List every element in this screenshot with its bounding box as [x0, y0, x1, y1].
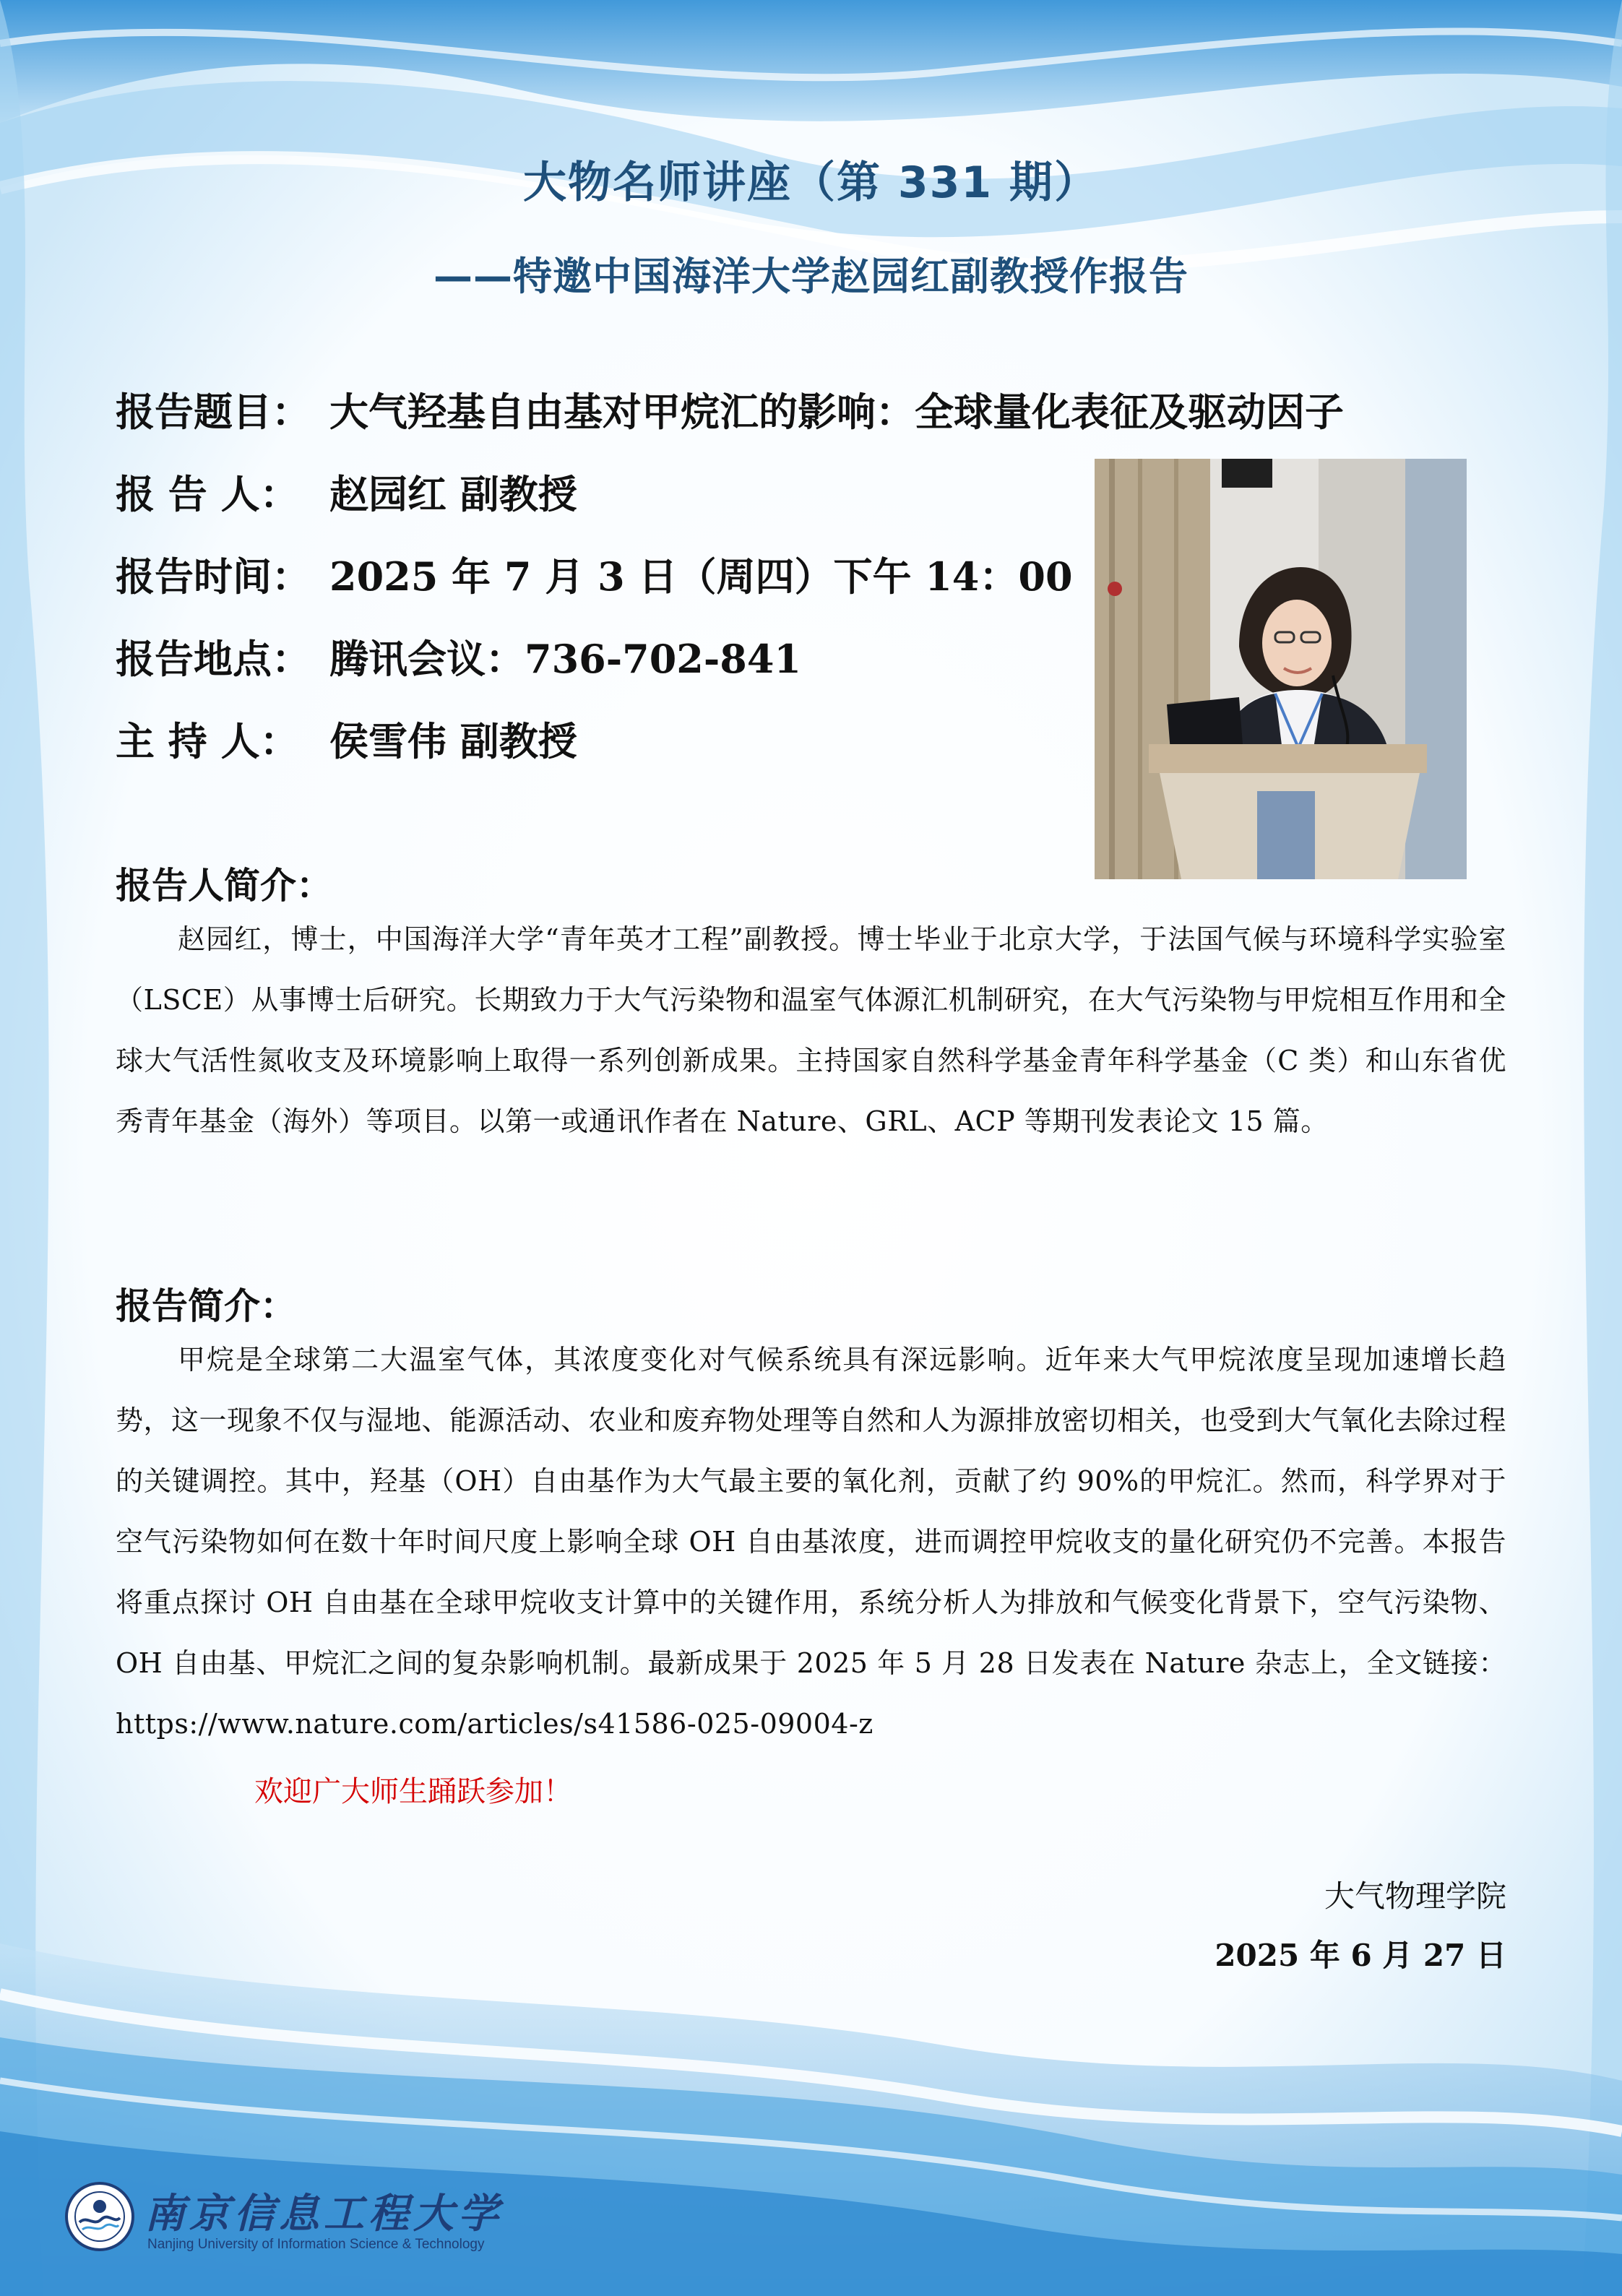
welcome-text: 欢迎广大师生踊跃参加！: [254, 1775, 572, 1808]
info-speaker-label: 报 告 人：: [116, 471, 299, 517]
info-place-label: 报告地点：: [116, 636, 311, 682]
signature-org: 大气物理学院: [1324, 1878, 1506, 1914]
info-time: [116, 546, 1073, 602]
university-emblem-icon: [64, 2180, 136, 2253]
info-time-value: 2025 年 7 月 3 日（周四）下午 14：00: [329, 553, 1073, 600]
info-host: [116, 711, 577, 767]
speaker-photo: [1095, 459, 1467, 879]
info-topic-value: 大气羟基自由基对甲烷汇的影响：全球量化表征及驱动因子: [329, 389, 1344, 435]
university-name-cn: 南京信息工程大学: [144, 2190, 503, 2237]
info-speaker: [116, 464, 577, 519]
speaker-bio-text: 赵园红，博士，中国海洋大学“青年英才工程”副教授。博士毕业于北京大学，于法国气候与环境科学实验室（LSCE）从事博士后研究。长期致力于大气污染物和温室气体源汇机制研究，在大气污染物与甲烷相互作用和全球大气活性氮收支及环境影响上取得一系列创新成果。主持国家自然科学基金青年科学基金（C 类）和山东省优秀青年基金（海外）等项目。以第一或通讯作者在 Nature、GRL、ACP 等期刊发表论文 15 篇。: [116, 923, 1506, 1137]
signature-date: 2025 年 6 月 27 日: [1215, 1938, 1506, 1973]
info-host-label: 主 持 人：: [116, 718, 299, 764]
university-logo: [64, 2180, 503, 2260]
info-speaker-value: 赵园红 副教授: [329, 471, 577, 517]
info-place-value: 腾讯会议：736-702-841: [329, 636, 801, 682]
info-topic-label: 报告题目：: [116, 389, 311, 435]
info-host-value: 侯雪伟 副教授: [329, 718, 577, 764]
abstract-text: 甲烷是全球第二大温室气体，其浓度变化对气候系统具有深远影响。近年来大气甲烷浓度呈现加速增长趋势，这一现象不仅与湿地、能源活动、农业和废弃物处理等自然和人为源排放密切相关，也受到大气氧化去除过程的关键调控。其中，羟基（OH）自由基作为大气最主要的氧化剂，贡献了约 90%的甲烷汇。然而，科学界对于空气污染物如何在数十年时间尺度上影响全球 OH 自由基浓度，进而调控甲烷收支的量化研究仍不完善。本报告将重点探讨 OH 自由基在全球甲烷收支计算中的关键作用，系统分析人为排放和气候变化背景下，空气污染物、OH 自由基、甲烷汇之间的复杂影响机制。最新成果于 2025 年 5 月 28 日发表在 Nature 杂志上，全文链接：https://www.nature.com/articles/s41586-025-09004-z: [116, 1344, 1507, 1740]
info-time-label: 报告时间：: [116, 553, 311, 600]
info-topic: [116, 381, 1344, 437]
university-name-en: Nanjing University of Information Science & Technology: [147, 2237, 485, 2252]
page-subtitle: ——特邀中国海洋大学赵园红副教授作报告: [433, 254, 1189, 299]
info-place: [116, 629, 801, 684]
abstract-heading: 报告简介：: [116, 1285, 296, 1327]
page-title: 大物名师讲座（第 331 期）: [522, 157, 1100, 208]
speaker-bio-heading: 报告人简介：: [116, 864, 332, 907]
